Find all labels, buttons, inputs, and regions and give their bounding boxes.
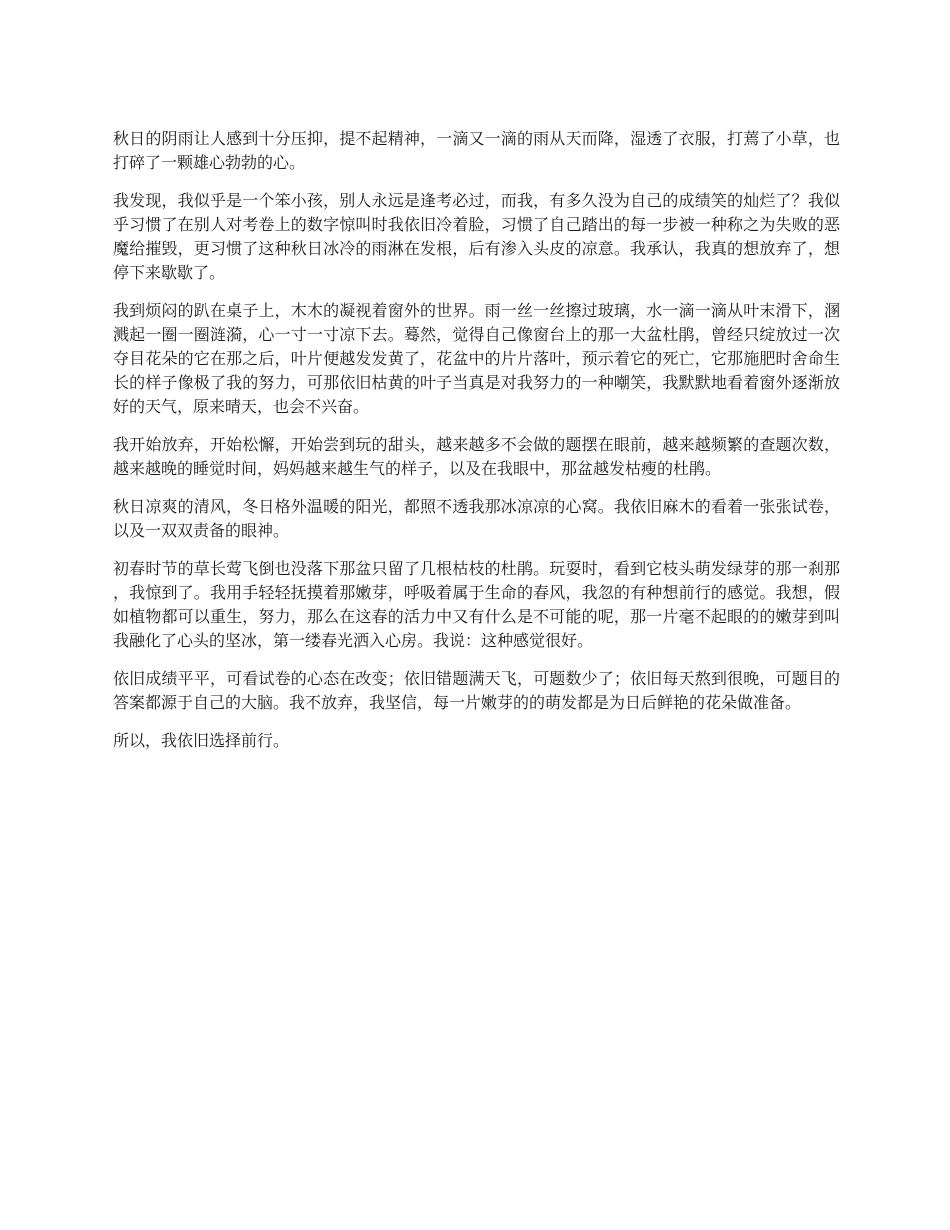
paragraph: 所以，我依旧选择前行。	[113, 731, 290, 750]
paragraph: 我开始放弃，开始松懈，开始尝到玩的甜头，越来越多不会做的题摆在眼前，越来越频繁的查题次数，越来越晚的睡觉时间，妈妈越来越生气的样子，以及在我眼中，那盆越发枯瘦的杜鹃。	[113, 435, 840, 478]
paragraph: 秋日凉爽的清风，冬日格外温暖的阳光，都照不透我那冰凉凉的心窝。我依旧麻木的看着一张张试卷，以及一双双责备的眼神。	[113, 497, 840, 540]
paragraph: 我到烦闷的趴在桌子上，木木的凝视着窗外的世界。雨一丝一丝擦过玻璃，水一滴一滴从叶末滑下，溷溅起一圈一圈涟漪，心一寸一寸凉下去。蓦然，觉得自己像窗台上的那一大盆杜鹃，曾经只绽放过一次夺目花朵的它在那之后，叶片便越发发黄了，花盆中的片片落叶，预示着它的死亡，它那施肥时舍命生长的样子像极了我的努力，可那依旧枯黄的叶子当真是对我努力的一种嘲笑，我默默地看着窗外逐渐放好的天气，原来晴天，也会不兴奋。	[113, 301, 840, 416]
paragraph: 依旧成绩平平，可看试卷的心态在改变；依旧错题满天飞，可题数少了；依旧每天熬到很晚，可题目的答案都源于自己的大脑。我不放弃，我坚信，每一片嫩芽的的萌发都是为日后鲜艳的花朵做准备。	[113, 669, 840, 712]
paragraph: 我发现，我似乎是一个笨小孩，别人永远是逢考必过，而我，有多久没为自己的成绩笑的灿烂了？我似乎习惯了在别人对考卷上的数字惊叫时我依旧冷着脸，习惯了自己踏出的每一步被一种称之为失败的恶魔给摧毁，更习惯了这种秋日冰冷的雨淋在发根，后有渗入头皮的凉意。我承认，我真的想放弃了，想停下来歇歇了。	[113, 191, 840, 282]
document-body	[113, 127, 840, 767]
paragraph: 秋日的阴雨让人感到十分压抑，提不起精神，一滴又一滴的雨从天而降，湿透了衣服，打蔫了小草，也打碎了一颗雄心勃勃的心。	[113, 129, 840, 172]
paragraph: 初春时节的草长莺飞倒也没落下那盆只留了几根枯枝的杜鹃。玩耍时，看到它枝头萌发绿芽的那一刹那，我惊到了。我用手轻轻抚摸着那嫩芽，呼吸着属于生命的春风，我忽的有种想前行的感觉。我想，假如植物都可以重生，努力，那么在这春的活力中又有什么是不可能的呢，那一片毫不起眼的的嫩芽到叫我融化了心头的坚冰，第一缕春光洒入心房。我说：这种感觉很好。	[113, 559, 840, 650]
